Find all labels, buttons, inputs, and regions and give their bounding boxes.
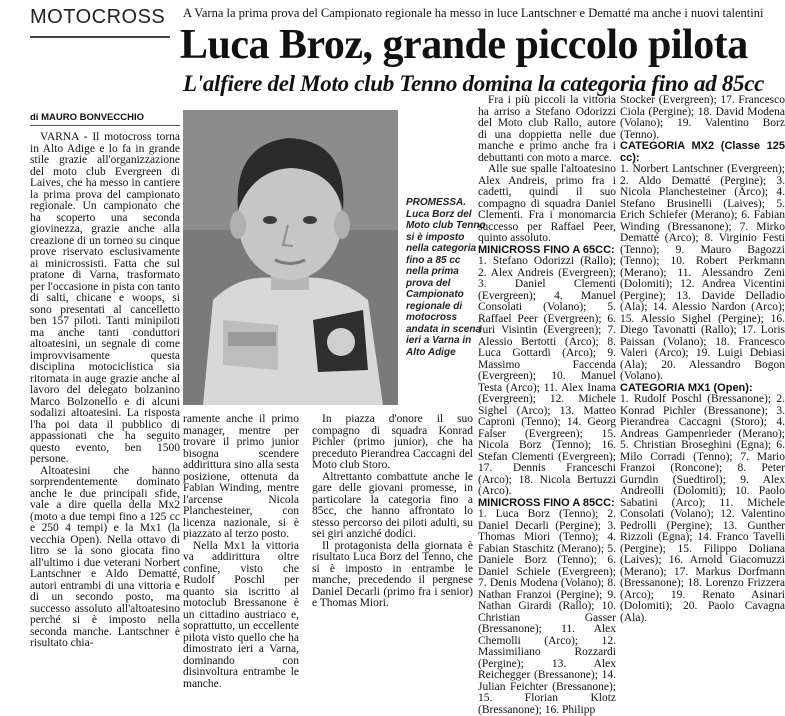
results-heading: MINICROSS FINO A 85CC: [478,496,615,509]
article-column-4 [478,94,616,716]
rider-photo [183,110,398,405]
paragraph: Nella Mx1 la vittoria va addirittura oltre confine, visto che Rudolf Poschl per quanto sia iscritto al motoclub Bressanone è un cittadino austriaco e, soprattutto, un eccellente pilota visto quello che ha dimostrato ieri a Varna, dominando con disinvoltura entrambe le manche. [183,539,299,690]
rider-portrait [183,110,398,405]
results-list: 1. Norbert Lantschner (Evergreen); 2. Aldo Dematté (Pergine); 3. Nicola Planchesteiner (Arco); 4. Stefano Brusinelli (Laives); 5. Erich Schiefer (Merano); 6. Fabian Winding (Bressanone); 7. Mirko Dematté (Arco); 8. Virginio Festi (Tenno); 9. Mauro Bagozzi (Tenno); 10. Robert Perkmann (Merano); 11. Alessandro Zeni (Dolomiti); 12. Andrea Vicentini (Pergine); 13. Davide Delladio (Ala); 14. Alessio Nardon (Arco); 15. Alessio Sighel (Pergine); 16. Diego Tavonatti (Rallo); 17. Loris Paissan (Volano); 18. Francesco Valeri (Arco); 19. Luigi Debiasi (Ala); 20. Alessandro Bogon (Volano). [620,163,785,382]
paragraph: VARNA - Il motocross torna in Alto Adige e lo fa in grande stile grazie all'organizzazione del moto club Evergreen di Laives, che ha messo in cantiere la prima prova del campionato regionale. Un campionato che ha scoperto una seconda giovinezza, grazie anche alla creazione di un torneo su cinque prove riservato esclusivamente ai minicrossisti. Fatta che sul pratone di Varna, trasformato per l'occasione in pista con tanto di salti, chicane e woops, si sono presentati al cancelletto ben 157 piloti. Tanti minipiloti ma anche tanti conduttori altoatesini, un segnale di come improvvisamente questa disciplina motociclistica sia ritornata in auge grazie anche al lavoro del delegato bolzanino Marco Bolzonello e di alcuni sodalizi altoatesini. La risposta l'ha poi data il pubblico di appassionati che ha seguito questo evento, ben 1500 persone. [30,131,180,465]
kicker: A Varna la prima prova del Campionato regionale ha messo in luce Lantschner e Dematté ma anche i nuovi talentini [183,6,764,20]
photo-caption: PROMESSA. Luca Borz del Moto club Tenno si è imposto nella categoria fino a 85 cc nella prima prova del Campionato regionale di motocross andata in scena ieri a Varna in Alto Adige [406,197,486,358]
paragraph: Alle sue spalle l'altoatesino Alex Andreis, primo fra i cadetti, quindi il suo compagno di squadra Daniel Clementi. Fra i monomarcia successo per Raffael Peer, quinto assoluto. [478,163,616,244]
paragraph: Il protagonista della giornata è risultato Luca Borz del Tenno, che si è imposto in entrambe le manche, precedendo il pergnese Daniel Decarli (primo fra i senior) e Thomas Miori. [312,539,473,609]
headline: Luca Broz, grande piccolo pilota [180,22,748,68]
author-byline: di MAURO BONVECCHIO [30,112,180,126]
paragraph: Fra i più piccoli la vittoria ha arriso a Stefano Odorizzi del Moto club Rallo, autore di una doppietta nelle due manche e primo anche fra i debuttanti con moto a marce. [478,94,616,164]
section-label: MOTOCROSS [30,6,170,38]
results-list: 1. Rudolf Poschl (Bressanone); 2. Konrad Pichler (Bressanone); 3. Pierandrea Caccagni (Storo); 4. Andreas Gampenrieder (Merano); 5. Christian Broseghini (Egna); 6. Milo Corradi (Tenno); 7. Mario Franzoi (Roncone); 8. Peter Gurndin (Suedtirol); 9. Alex Andreolli (Dolomiti); 10. Paolo Sabatini (Arco); 11. Michele Consolati (Volano); 12. Valentino Pedrolli (Pergine); 13. Gunther Rizzoli (Egna); 14. Franco Tavelli (Pergine); 15. Filippo Doliana (Laives); 16. Arnold Giacomuzzi (Merano); 17. Markus Dorfmann (Bressanone); 18. Lorenzo Frizzera (Arco); 19. Renato Asinari (Dolomiti); 20. Paolo Cavagna (Ala). [620,393,785,624]
article-column-2 [183,413,299,690]
article-column-1 [30,131,180,649]
results-heading: CATEGORIA MX1 (Open): [620,381,753,394]
paragraph: ramente anche il primo manager, mentre per trovare il primo junior bisogna scendere addirittura sino alla sesta posizione, ottenuta da Fabian Winding, mentre l'arcense Nicola Planchesteiner, con licenza nazionale, si è piazzato al terzo posto. [183,413,299,540]
results-list: 1. Stefano Odorizzi (Rallo); 2. Alex Andreis (Evergreen); 3. Daniel Clementi (Evergreen); 4. Manuel Consolati (Volano); 5. Raffael Peer (Evergreen); 6. Juri Visintin (Evergreen); 7. Alessio Bertotti (Arco); 8. Luca Gottardi (Arco); 9. Massimo Faccenda (Evergreen); 10. Manuel Testa (Arco); 11. Alex Inama (Evergreen); 12. Michele Sighel (Arco); 13. Matteo Caproni (Tenno); 14. Georg Falser (Evergreen); 15. Nicola Borz (Tenno); 16. Stefan Clementi (Evergreen); 17. Dennis Franceschi (Arco); 18. Nicola Bertuzzi (Arco). [478,255,616,497]
subhead: L'alfiere del Moto club Tenno domina la categoria fino ad 85cc [183,71,765,96]
article-column-5 [620,94,785,624]
paragraph: In piazza d'onore il suo compagno di squadra Konrad Pichler (primo junior), che ha preceduto Pierandrea Caccagni del Moto club Storo. [312,413,473,471]
results-list: Stocker (Evergreen); 17. Francesco Ciola (Pergine); 18. David Modena (Volano); 19. Valentino Borz (Tenno). [620,94,785,141]
paragraph: Altrettanto combattute anche le gare delle giovani promesse, in particolare la categoria fino a 85cc, che hanno affrontato lo stesso percorso dei piloti adulti, su sei giri anziché dodici. [312,470,473,540]
article-column-3 [312,414,473,613]
results-heading: MINICROSS FINO A 65CC: [478,243,615,256]
results-heading: CATEGORIA MX2 (Classe 125 cc): [620,140,785,164]
results-list: 1. Luca Borz (Tenno); 2. Daniel Decarli (Pergine); 3. Thomas Miori (Tenno); 4. Fabian Staschitz (Merano); 5. Daniele Borz (Tenno); 6. Daniel Schiele (Evergreen); 7. Denis Modena (Volano); 8. Nathan Franzoi (Pergine); 9. Nathan Girardi (Rallo); 10. Christian Gasser (Bressanone); 11. Alex Chemolli (Arco); 12. Massimiliano Rozzardi (Pergine); 13. Alex Reichegger (Bressanone); 14. Julian Feichter (Bressanone); 15. Florian Klotz (Bressanone); 16. Philipp [478,508,616,716]
paragraph: Altoatesini che hanno sorprendentemente dominato anche le due principali sfide, vale a dire quella della Mx2 (moto a due tempi fino a 125 cc e 250 4 tempi) e la Mx1 (la vecchia Open). Nella ottavo di litro se la sono giocata fino all'ultimo i due veterani Norbert Lantschner e Aldo Dematté, autori entrambi di una vittoria e di un secondo posto, ma successo assoluto all'altoatesino perché si è imposto nella seconda manche. Lantschner è risultato chia- [30,464,180,649]
